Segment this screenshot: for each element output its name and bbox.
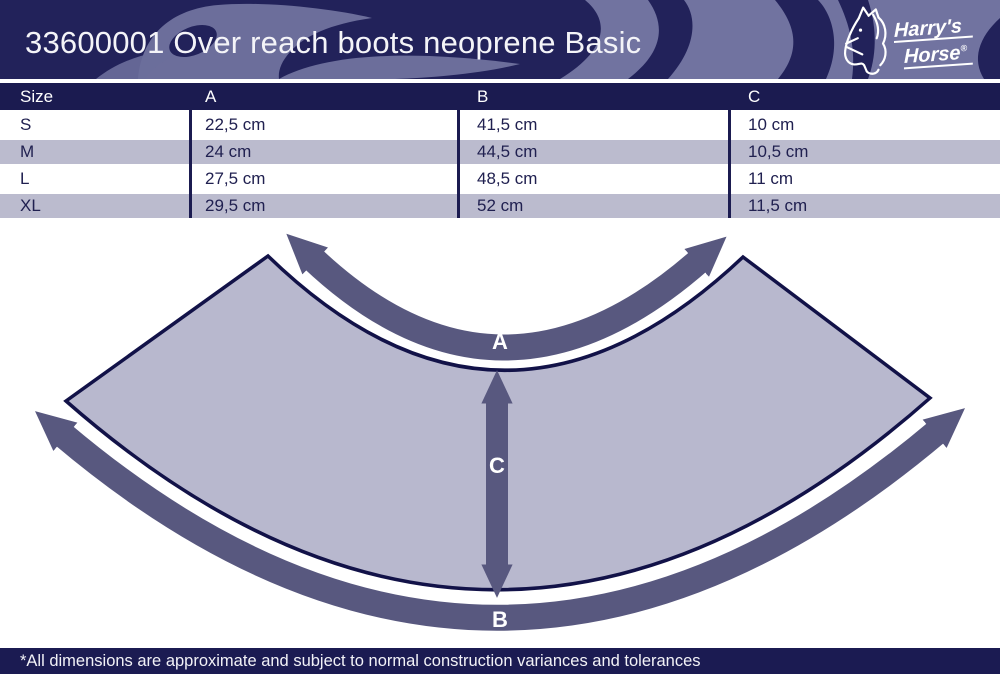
brand-logo xyxy=(832,2,992,77)
table-row xyxy=(0,167,1000,191)
cell-size: XL xyxy=(20,196,41,215)
cell-b: 48,5 cm xyxy=(477,169,538,188)
logo-text-line2: Horse® xyxy=(904,39,973,70)
label-c: C xyxy=(489,453,505,478)
cell-a: 27,5 cm xyxy=(205,169,266,188)
label-a: A xyxy=(492,329,508,354)
cell-c: 10 cm xyxy=(748,115,795,134)
column-divider xyxy=(728,110,731,218)
boot-diagram-svg xyxy=(0,218,1000,648)
size-table-header xyxy=(0,83,1000,110)
column-header-c: C xyxy=(748,86,761,106)
cell-size: S xyxy=(20,115,32,134)
cell-a: 22,5 cm xyxy=(205,115,266,134)
boot-diagram xyxy=(0,218,1000,648)
column-header-size: Size xyxy=(20,86,54,106)
registered-mark: ® xyxy=(960,42,968,54)
cell-b: 52 cm xyxy=(477,196,524,215)
horse-head-icon xyxy=(832,4,898,76)
cell-b: 41,5 cm xyxy=(477,115,538,134)
page-title: 33600001 Over reach boots neoprene Basic xyxy=(25,25,642,60)
footer-note: *All dimensions are approximate and subject to normal construction variances and tolerances xyxy=(20,651,701,670)
column-divider xyxy=(189,110,192,218)
logo-text xyxy=(894,16,973,69)
table-row xyxy=(0,194,1000,218)
cell-a: 29,5 cm xyxy=(205,196,266,215)
cell-b: 44,5 cm xyxy=(477,142,538,161)
cell-size: L xyxy=(20,169,30,188)
table-row xyxy=(0,113,1000,137)
column-header-a: A xyxy=(205,86,217,106)
cell-size: M xyxy=(20,142,35,161)
label-b: B xyxy=(492,607,508,632)
footer-note-bar xyxy=(0,648,1000,674)
cell-c: 11,5 cm xyxy=(748,196,808,215)
cell-a: 24 cm xyxy=(205,142,252,161)
cell-c: 10,5 cm xyxy=(748,142,809,161)
cell-c: 11 cm xyxy=(748,169,794,188)
header xyxy=(0,0,1000,79)
column-divider xyxy=(457,110,460,218)
column-header-b: B xyxy=(477,86,489,106)
logo-text-line1: Harry's xyxy=(894,16,973,43)
table-row xyxy=(0,140,1000,164)
